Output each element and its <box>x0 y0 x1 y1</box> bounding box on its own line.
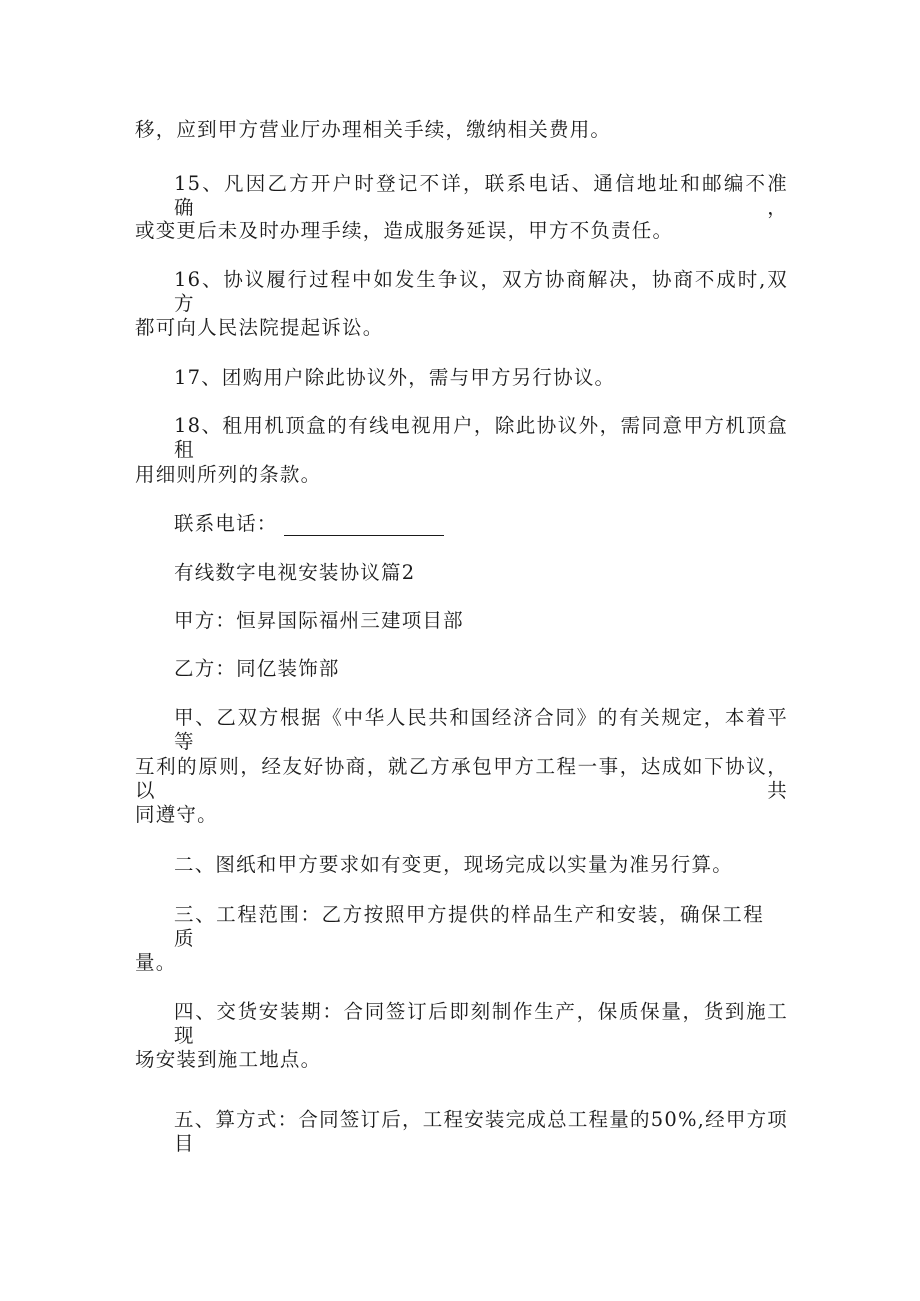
clause-5: 五、算方式：合同签订后，工程安装完成总工程量的50%,经甲方项目 <box>174 1108 788 1155</box>
text-line: 场安装到施工地点。 <box>135 1048 322 1071</box>
text-line: 量。 <box>135 951 177 974</box>
clause-4: 四、交货安装期：合同签订后即刻制作生产，保质保量，货到施工现 <box>174 1000 788 1047</box>
party-b: 乙方：同亿装饰部 <box>174 657 340 680</box>
text-line: 同遵守。 <box>135 803 218 826</box>
clause-2: 二、图纸和甲方要求如有变更，现场完成以实量为准另行算。 <box>174 853 733 876</box>
clause-17: 17、团购用户除此协议外，需与甲方另行协议。 <box>174 366 616 389</box>
contact-phone-blank <box>284 515 444 536</box>
clause-18: 18、租用机顶盒的有线电视用户，除此协议外，需同意甲方机顶盒租 <box>174 414 788 461</box>
text-line: 互利的原则，经友好协商，就乙方承包甲方工程一事，达成如下协议，以共 <box>135 755 788 802</box>
text-line: 或变更后未及时办理手续，造成服务延误，甲方不负责任。 <box>135 219 674 242</box>
clause-3: 三、工程范围：乙方按照甲方提供的样品生产和安装，确保工程质 <box>174 903 764 950</box>
text-line: 都可向人民法院提起诉讼。 <box>135 316 384 339</box>
contact-phone-row <box>174 512 444 536</box>
text-line: 用细则所列的条款。 <box>135 463 322 486</box>
contact-phone-label: 联系电话： <box>174 512 278 535</box>
clause-15: 15、凡因乙方开户时登记不详，联系电话、通信地址和邮编不准确， <box>174 172 788 219</box>
party-a: 甲方：恒昇国际福州三建项目部 <box>174 609 464 632</box>
section-title: 有线数字电视安装协议篇2 <box>174 561 416 584</box>
text-line: 移，应到甲方营业厅办理相关手续，缴纳相关费用。 <box>135 118 612 141</box>
clause-16: 16、协议履行过程中如发生争议，双方协商解决，协商不成时,双方 <box>174 268 788 315</box>
preamble: 甲、乙双方根据《中华人民共和国经济合同》的有关规定，本着平等 <box>174 706 788 753</box>
